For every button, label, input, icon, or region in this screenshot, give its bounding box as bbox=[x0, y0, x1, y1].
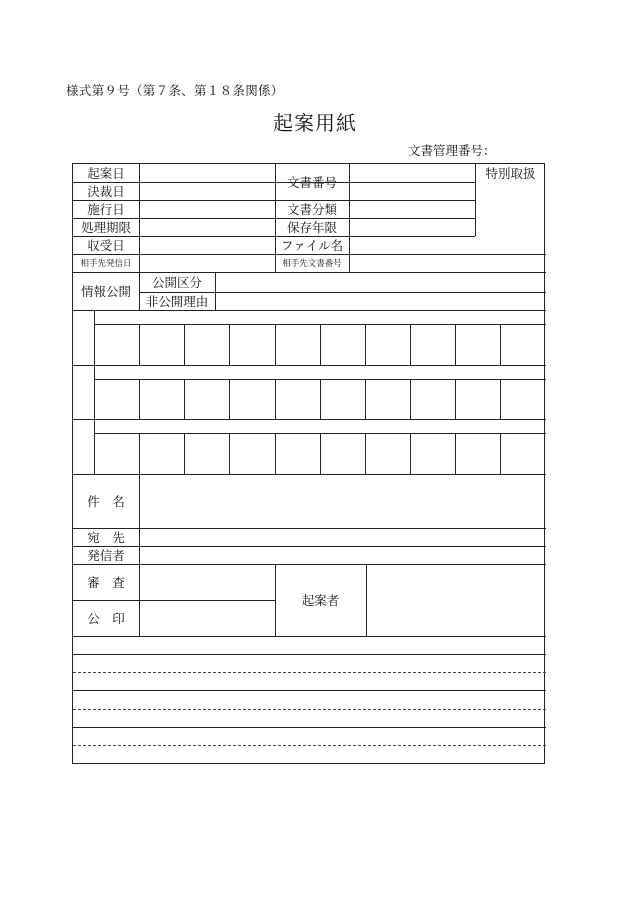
partner-sent-date-label: 相手先発信日 bbox=[80, 259, 132, 269]
form-number-label: 様式第９号（第７条、第１８条関係） bbox=[66, 83, 284, 98]
subject-label: 件 名 bbox=[87, 494, 125, 509]
special-handling-label: 特別取扱 bbox=[485, 166, 536, 181]
file-name-label: ファイル名 bbox=[280, 238, 344, 253]
received-date-label: 収受日 bbox=[87, 238, 125, 253]
disclosure-class-label: 公開区分 bbox=[151, 275, 202, 290]
partner-document-number-label: 相手先文書番号 bbox=[282, 259, 342, 269]
official-seal-label: 公 印 bbox=[87, 611, 125, 626]
review-label: 審 査 bbox=[87, 575, 125, 590]
page-title: 起案用紙 bbox=[273, 111, 357, 135]
document-number-label: 文書番号 bbox=[286, 175, 337, 190]
enforcement-date-label: 施行日 bbox=[87, 202, 125, 217]
nondisclosure-reason-label: 非公開理由 bbox=[145, 294, 209, 309]
document-management-number-label: 文書管理番号： bbox=[408, 143, 496, 158]
decision-date-label: 決裁日 bbox=[87, 184, 125, 199]
addressee-label: 宛 先 bbox=[87, 530, 125, 545]
sender-label: 発信者 bbox=[87, 548, 125, 563]
drafter-label: 起案者 bbox=[301, 593, 340, 608]
retention-period-label: 保存年限 bbox=[286, 220, 337, 235]
draft-date-label: 起案日 bbox=[87, 166, 125, 181]
info-disclosure-label: 情報公開 bbox=[80, 284, 131, 299]
deadline-label: 処理期限 bbox=[80, 220, 131, 235]
document-class-label: 文書分類 bbox=[286, 202, 337, 217]
draft-form-table bbox=[72, 163, 545, 764]
